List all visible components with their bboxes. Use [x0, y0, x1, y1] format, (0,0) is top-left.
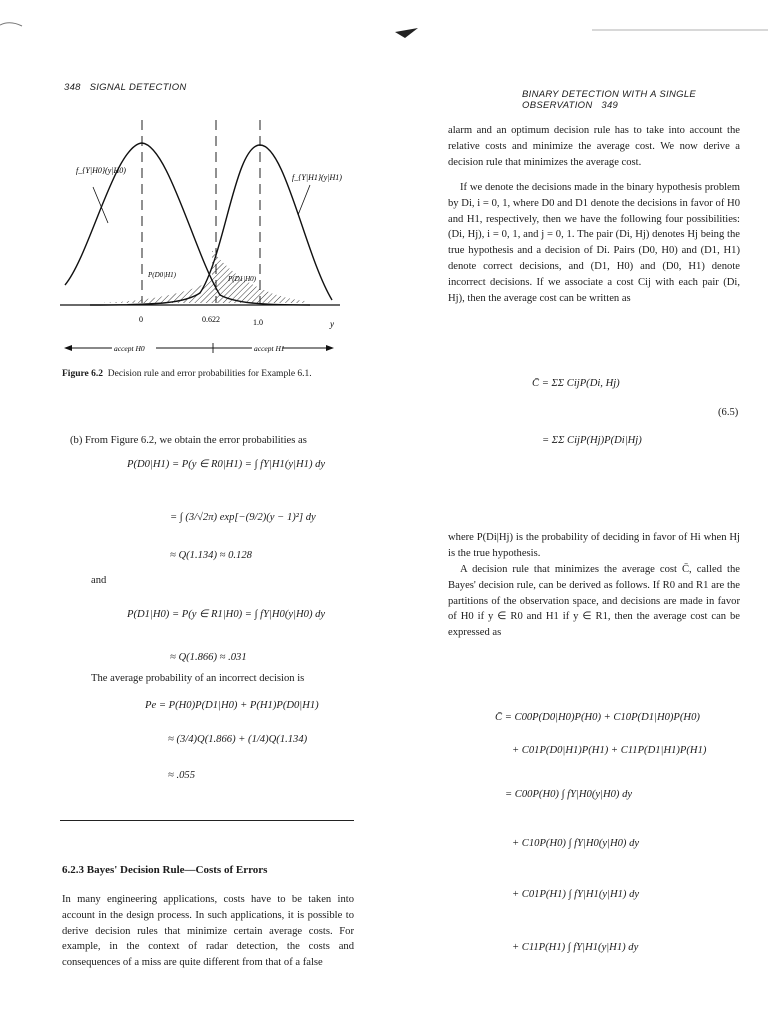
right-para-4: A decision rule that minimizes the average cost C̄, called the Bayes' decision rule, can be derived as follows. If R0 and R1 are the partitions of the observation space, and decisions are made in favor of H0 if y ∈ R0 and H1 if y ∈ R1, then the average cost can be expressed as — [448, 564, 740, 639]
axis-y-label: y — [330, 319, 334, 329]
section-divider — [60, 820, 354, 821]
right-para-3: where P(Di|Hj) is the probability of deciding in favor of Hi when Hj is the true hypothesis. — [448, 532, 740, 559]
equation-number-65: (6.5) — [718, 407, 739, 418]
equation-q1134: ≈ Q(1.134) ≈ 0.128 — [170, 550, 252, 561]
error-region-h1 — [100, 280, 212, 303]
section-heading: 6.2.3 Bayes' Decision Rule—Costs of Errors — [62, 864, 268, 876]
avg-prob-text: The average probability of an incorrect decision is — [91, 673, 305, 684]
decision-figure — [60, 115, 360, 365]
equation-pd1h0: P(D1|H0) = P(y ∈ R1|H0) = ∫ fY|H0(y|H0) dy — [127, 609, 326, 620]
right-page-header — [522, 89, 768, 111]
tick-0: 0 — [139, 315, 143, 324]
equation-avg-cost-2: = ΣΣ CijP(Hj)P(Di|Hj) — [542, 435, 642, 446]
right-para-2: If we denote the decisions made in the binary hypothesis problem by Di, i = 0, 1, where D0 and D1 denote the decisions in favor of H0 and H1, respectively, then we have the following four possibilities: (Di, Hj), i = 0, 1, and j = 0, 1. The pair (Di, Hj) denotes Hj being the true hypothesis and a decision of Di. Pairs (D0, H0) and (D1, H1) denote correct decisions, and (D1, H0) and (D0, H1) denote incorrect decisions. If we associate a cost Cij with each pair (Di, Hj), then the average cost can be written as — [448, 182, 740, 304]
equation-pe: Pe = P(H0)P(D1|H0) + P(H1)P(D0|H1) — [145, 700, 319, 711]
left-page-header — [64, 82, 187, 93]
label-pd1h0: P(D1|H0) — [228, 275, 256, 283]
label-f-h1: f_{Y|H1}(y|H1) — [292, 173, 342, 182]
right-running-title: BINARY DETECTION WITH A SINGLE OBSERVATION — [522, 89, 697, 111]
equation-cost-expansion-1: C̄ = C00P(D0|H0)P(H0) + C10P(D1|H0)P(H0) — [495, 712, 700, 723]
equation-cost-integral-3: + C01P(H1) ∫ fY|H1(y|H1) dy — [512, 889, 640, 900]
right-para-1: alarm and an optimum decision rule has to take into account the relative costs and minimize the average cost. We now derive a decision rule that minimizes the average cost. — [448, 125, 740, 168]
equation-cost-integral-2: + C10P(H0) ∫ fY|H0(y|H0) dy — [512, 838, 640, 849]
figure-caption — [62, 369, 352, 379]
tick-0622: 0.622 — [202, 315, 220, 324]
figure-caption-text: Decision rule and error probabilities for Example 6.1. — [107, 369, 312, 379]
equation-pe-approx: ≈ (3/4)Q(1.866) + (1/4)Q(1.134) — [168, 734, 308, 745]
error-region-h0 — [212, 250, 305, 303]
equation-integral-gaussian: = ∫ (3/√2π) exp[−(9/2)(y − 1)²] dy — [170, 512, 316, 523]
accept-h1-label: accept H1 — [254, 344, 285, 353]
label-f-h0: f_{Y|H0}(y|H0) — [76, 166, 126, 175]
section-paragraph: In many engineering applications, costs have to be taken into account in the design process. In such applications, it is possible to derive decision rules that minimize certain average costs. For example, in the context of radar detection, the costs and consequences of a miss are quite different from that of a false — [62, 894, 354, 969]
word-and: and — [91, 575, 107, 586]
label-pd0h1: P(D0|H1) — [148, 271, 176, 279]
left-running-title: SIGNAL DETECTION — [89, 82, 187, 93]
equation-q1866: ≈ Q(1.866) ≈ .031 — [170, 652, 247, 663]
equation-pe-value: ≈ .055 — [168, 770, 196, 781]
part-b-intro: (b) From Figure 6.2, we obtain the error probabilities as — [70, 435, 307, 446]
equation-cost-expansion-2: + C01P(D0|H1)P(H1) + C11P(D1|H1)P(H1) — [512, 745, 707, 756]
accept-h0-label: accept H0 — [114, 344, 145, 353]
tick-1: 1.0 — [253, 318, 263, 327]
equation-pd0h1: P(D0|H1) = P(y ∈ R0|H1) = ∫ fY|H1(y|H1) dy — [127, 459, 326, 470]
figure-caption-label: Figure 6.2 — [62, 369, 103, 379]
equation-cost-integral-1: = C00P(H0) ∫ fY|H0(y|H0) dy — [505, 789, 633, 800]
right-page-number: 349 — [601, 100, 619, 111]
equation-avg-cost-1: C̄ = ΣΣ CijP(Di, Hj) — [532, 378, 620, 389]
scan-marks — [0, 0, 768, 60]
equation-cost-integral-4: + C11P(H1) ∫ fY|H1(y|H1) dy — [512, 942, 639, 953]
left-page-number: 348 — [64, 82, 81, 93]
